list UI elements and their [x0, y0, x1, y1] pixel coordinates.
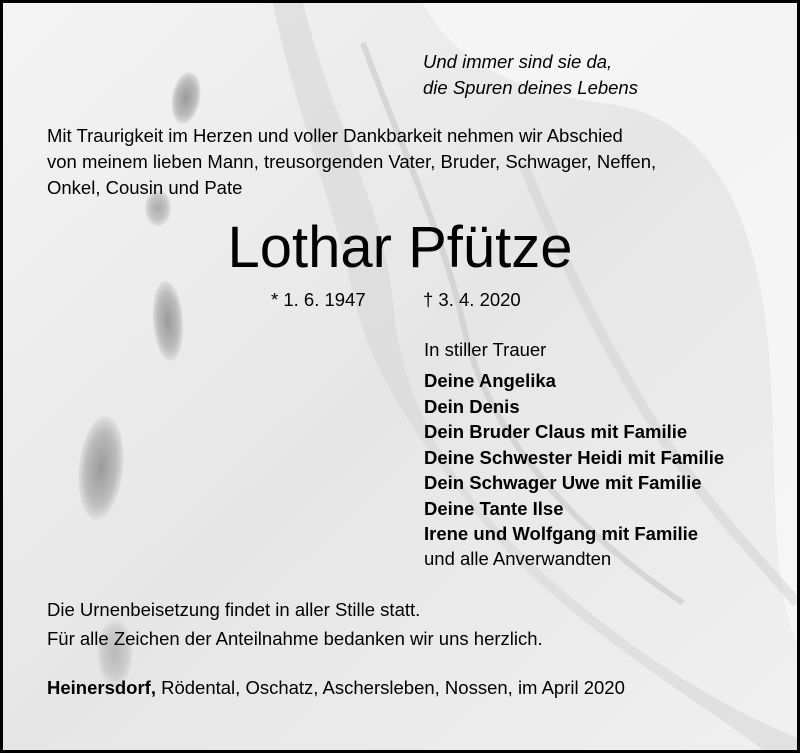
intro-line-2: von meinem lieben Mann, treusorgenden Vater, Bruder, Schwager, Neffen,: [47, 151, 657, 172]
mourner-item: Dein Schwager Uwe mit Familie: [424, 472, 702, 493]
places-and-date: [47, 675, 625, 701]
mourner-item: Deine Tante Ilse: [424, 497, 564, 519]
notice-content: [3, 3, 797, 750]
birth-date: * 1. 6. 1947: [271, 289, 366, 310]
death-date: † 3. 4. 2020: [423, 289, 521, 310]
relatives-line: und alle Anverwandten: [424, 548, 612, 569]
motto-line-1: Und immer sind sie da,: [423, 51, 613, 72]
funeral-notice: Die Urnenbeisetzung findet in aller Stille statt.: [47, 599, 421, 620]
mourning-heading: In stiller Trauer: [424, 339, 547, 360]
intro-line-3: Onkel, Cousin und Pate: [47, 177, 243, 198]
mourner-item: Dein Denis: [424, 395, 520, 417]
mourner-item: Dein Bruder Claus mit Familie: [424, 421, 688, 442]
mourner-item: Irene und Wolfgang mit Familie: [424, 523, 699, 544]
mourner-item: Deine Schwester Heidi mit Familie: [424, 446, 725, 468]
deceased-name: Lothar Pfütze: [227, 215, 573, 280]
thanks-notice: Für alle Zeichen der Anteilnahme bedanken wir uns herzlich.: [47, 628, 543, 649]
main-place: Heinersdorf,: [47, 677, 156, 698]
mourner-item: Deine Angelika: [424, 370, 556, 391]
motto: [423, 49, 638, 101]
motto-line-2: die Spuren deines Lebens: [423, 77, 638, 98]
intro-text: [47, 123, 767, 201]
mourners-list: [424, 368, 724, 547]
other-places-date: Rödental, Oschatz, Aschersleben, Nossen, im April 2020: [155, 677, 625, 698]
intro-line-1: Mit Traurigkeit im Herzen und voller Dankbarkeit nehmen wir Abschied: [47, 125, 623, 146]
